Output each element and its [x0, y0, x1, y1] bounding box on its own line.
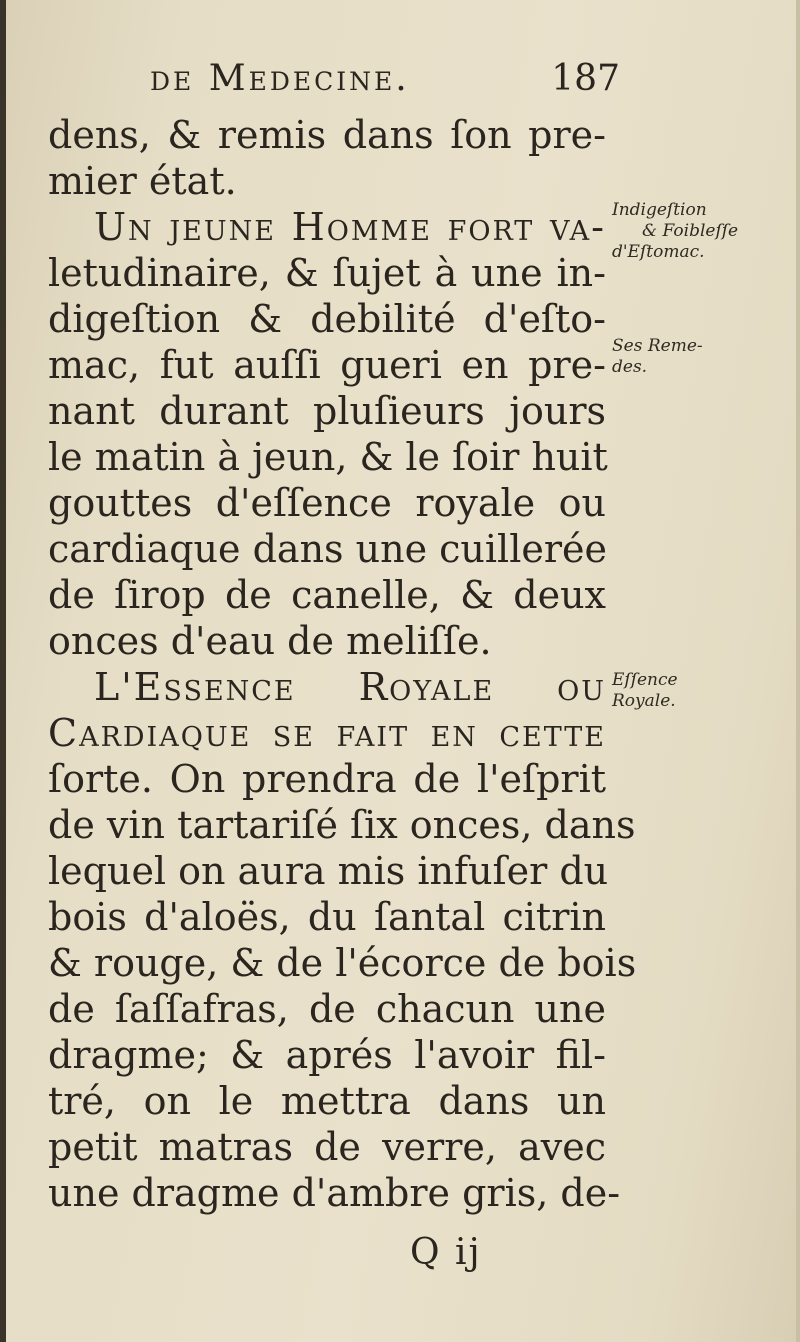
- margin-note-line: des.: [612, 357, 648, 377]
- page-number: 187: [551, 58, 620, 99]
- text-line: petit matras de verre, avec: [48, 1125, 606, 1169]
- text-line: ſorte. On prendra de l'eſprit: [48, 757, 606, 801]
- margin-note-line: Ses Reme-: [612, 336, 703, 356]
- text-line: nant durant pluſieurs jours: [48, 389, 606, 433]
- margin-note-line: Indigeſtion: [612, 200, 707, 220]
- margin-note-remedes: [612, 336, 703, 378]
- text-line: de ſirop de canelle, & deux: [48, 573, 606, 617]
- margin-note-essence: [612, 670, 678, 712]
- page-binding-edge: [0, 0, 6, 1342]
- text-line: lequel on aura mis infuſer du: [48, 849, 609, 893]
- text-line: gouttes d'eſſence royale ou: [48, 481, 606, 525]
- margin-note-line: & Foibleſſe: [642, 221, 739, 241]
- margin-note-line: d'Eſtomac.: [612, 242, 705, 262]
- margin-note-line: Royale.: [612, 691, 676, 711]
- text-line: une dragme d'ambre gris, de-: [48, 1171, 621, 1215]
- text-line: de ſaſſafras, de chacun une: [48, 987, 606, 1031]
- text-line: Cardiaque ſe fait en cette: [48, 711, 606, 755]
- signature-mark: Q ij: [410, 1232, 482, 1273]
- margin-note-indigestion: [612, 200, 738, 263]
- text-line: digeſtion & debilité d'eſto-: [48, 297, 606, 341]
- text-line: le matin à jeun, & le ſoir huit: [48, 435, 608, 479]
- body-text: [48, 112, 637, 1216]
- text-line: tré, on le mettra dans un: [48, 1079, 606, 1123]
- text-line: mier état.: [48, 159, 237, 203]
- text-line: dragme; & aprés l'avoir fil-: [48, 1033, 606, 1077]
- text-line: letudinaire, & ſujet à une in-: [48, 251, 606, 295]
- text-line: dens, & remis dans ſon pre-: [48, 113, 606, 157]
- running-title: de Medecine.: [150, 58, 410, 99]
- text-line: & rouge, & de l'écorce de bois: [48, 941, 637, 985]
- margin-note-line: Eſſence: [612, 670, 678, 690]
- text-line: Un jeune Homme fort va-: [94, 205, 606, 249]
- text-line: bois d'aloës, du ſantal citrin: [48, 895, 606, 939]
- page-right-edge: [796, 0, 800, 1342]
- text-line: onces d'eau de meliſſe.: [48, 619, 492, 663]
- text-line: mac, fut auſſi gueri en pre-: [48, 343, 606, 387]
- text-line: cardiaque dans une cuillerée: [48, 527, 607, 571]
- text-line: de vin tartariſé ſix onces, dans: [48, 803, 636, 847]
- page-header: [150, 58, 620, 108]
- text-line: L'Essence Royale ou: [94, 665, 606, 709]
